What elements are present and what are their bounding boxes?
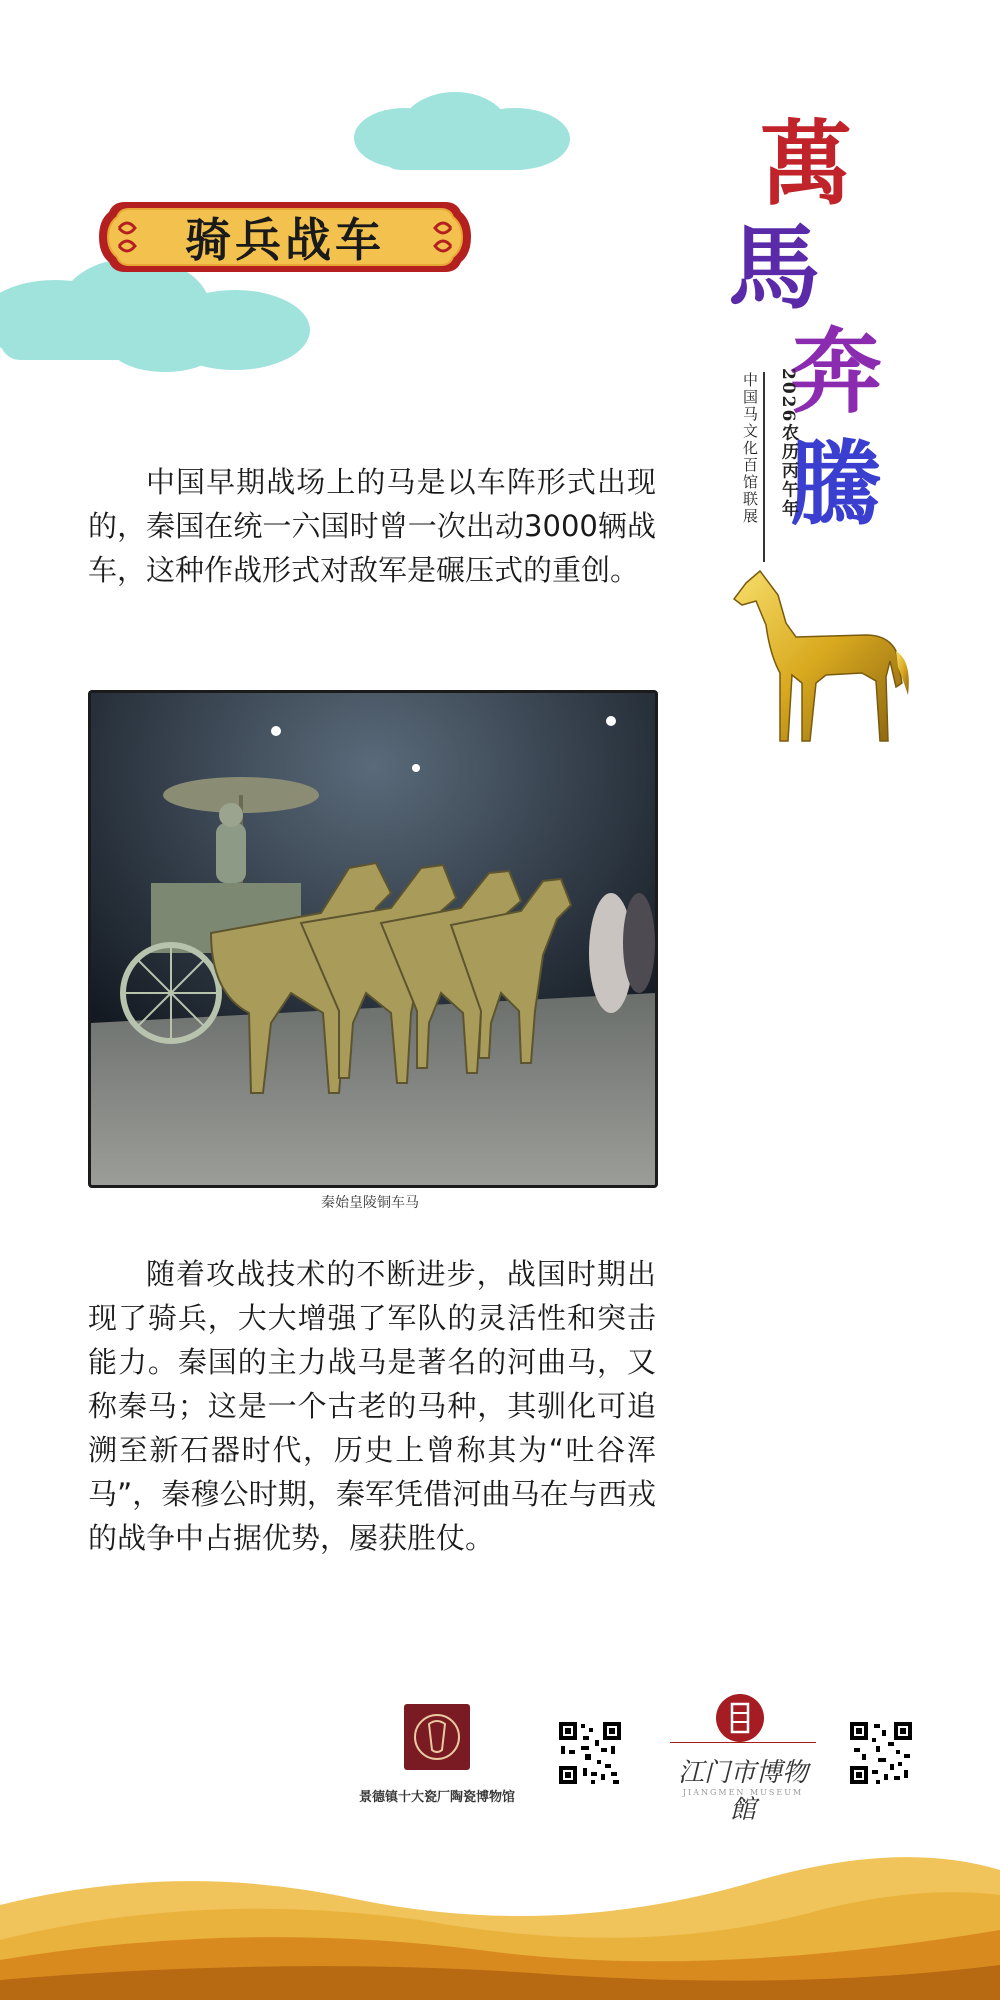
subtitle-divider [763,372,765,562]
jiangmen-museum-subtitle: JIANGMEN MUSEUM [682,1788,804,1797]
exhibition-char-3: 奔 [790,318,883,426]
cavalry-paragraph: 随着攻战技术的不断进步，战国时期出现了骑兵，大大增强了军队的灵活性和突击能力。秦国的主力战马是著名的河曲马，又称秦马；这是一个古老的马种，其驯化可追溯至新石器时代，历史上曾称其为“吐谷浑马”，秦穆公时期，秦军凭借河曲马在与西戎的战争中占据优势，屡获胜仗。 [88,1257,656,1555]
jiangmen-museum-name: 江门市博物館 [677,1758,808,1825]
bronze-chariot-photo [88,690,658,1188]
footer-hills [0,1790,1000,2000]
ceramics-museum-logo [404,1704,470,1770]
subtitle-year: 2026农历丙午年 [778,368,798,519]
exhibition-char-4: 騰 [790,430,883,538]
title-banner [95,198,475,276]
qr-code-2[interactable] [848,1720,914,1786]
subtitle-exhibition: 中国马文化百馆联展 [741,372,759,525]
ceramics-museum-caption: 景德镇十大瓷厂陶瓷博物馆 [358,1790,515,1805]
page-title: 骑兵战车 [185,213,385,267]
exhibition-subtitle [732,368,812,548]
exhibition-char-1: 萬 [760,110,853,218]
logo-divider [670,1742,816,1743]
qr-code-1[interactable] [557,1720,623,1786]
golden-horse-image [726,565,916,750]
photo-caption: 秦始皇陵铜车马 [321,1195,419,1211]
exhibition-char-2: 馬 [728,214,821,322]
intro-paragraph: 中国早期战场上的马是以车阵形式出现的，秦国在统一六国时曾一次出动3000辆战车，这种作战形式对敌军是碾压式的重创。 [88,465,656,587]
jiangmen-museum-emblem [716,1694,764,1742]
